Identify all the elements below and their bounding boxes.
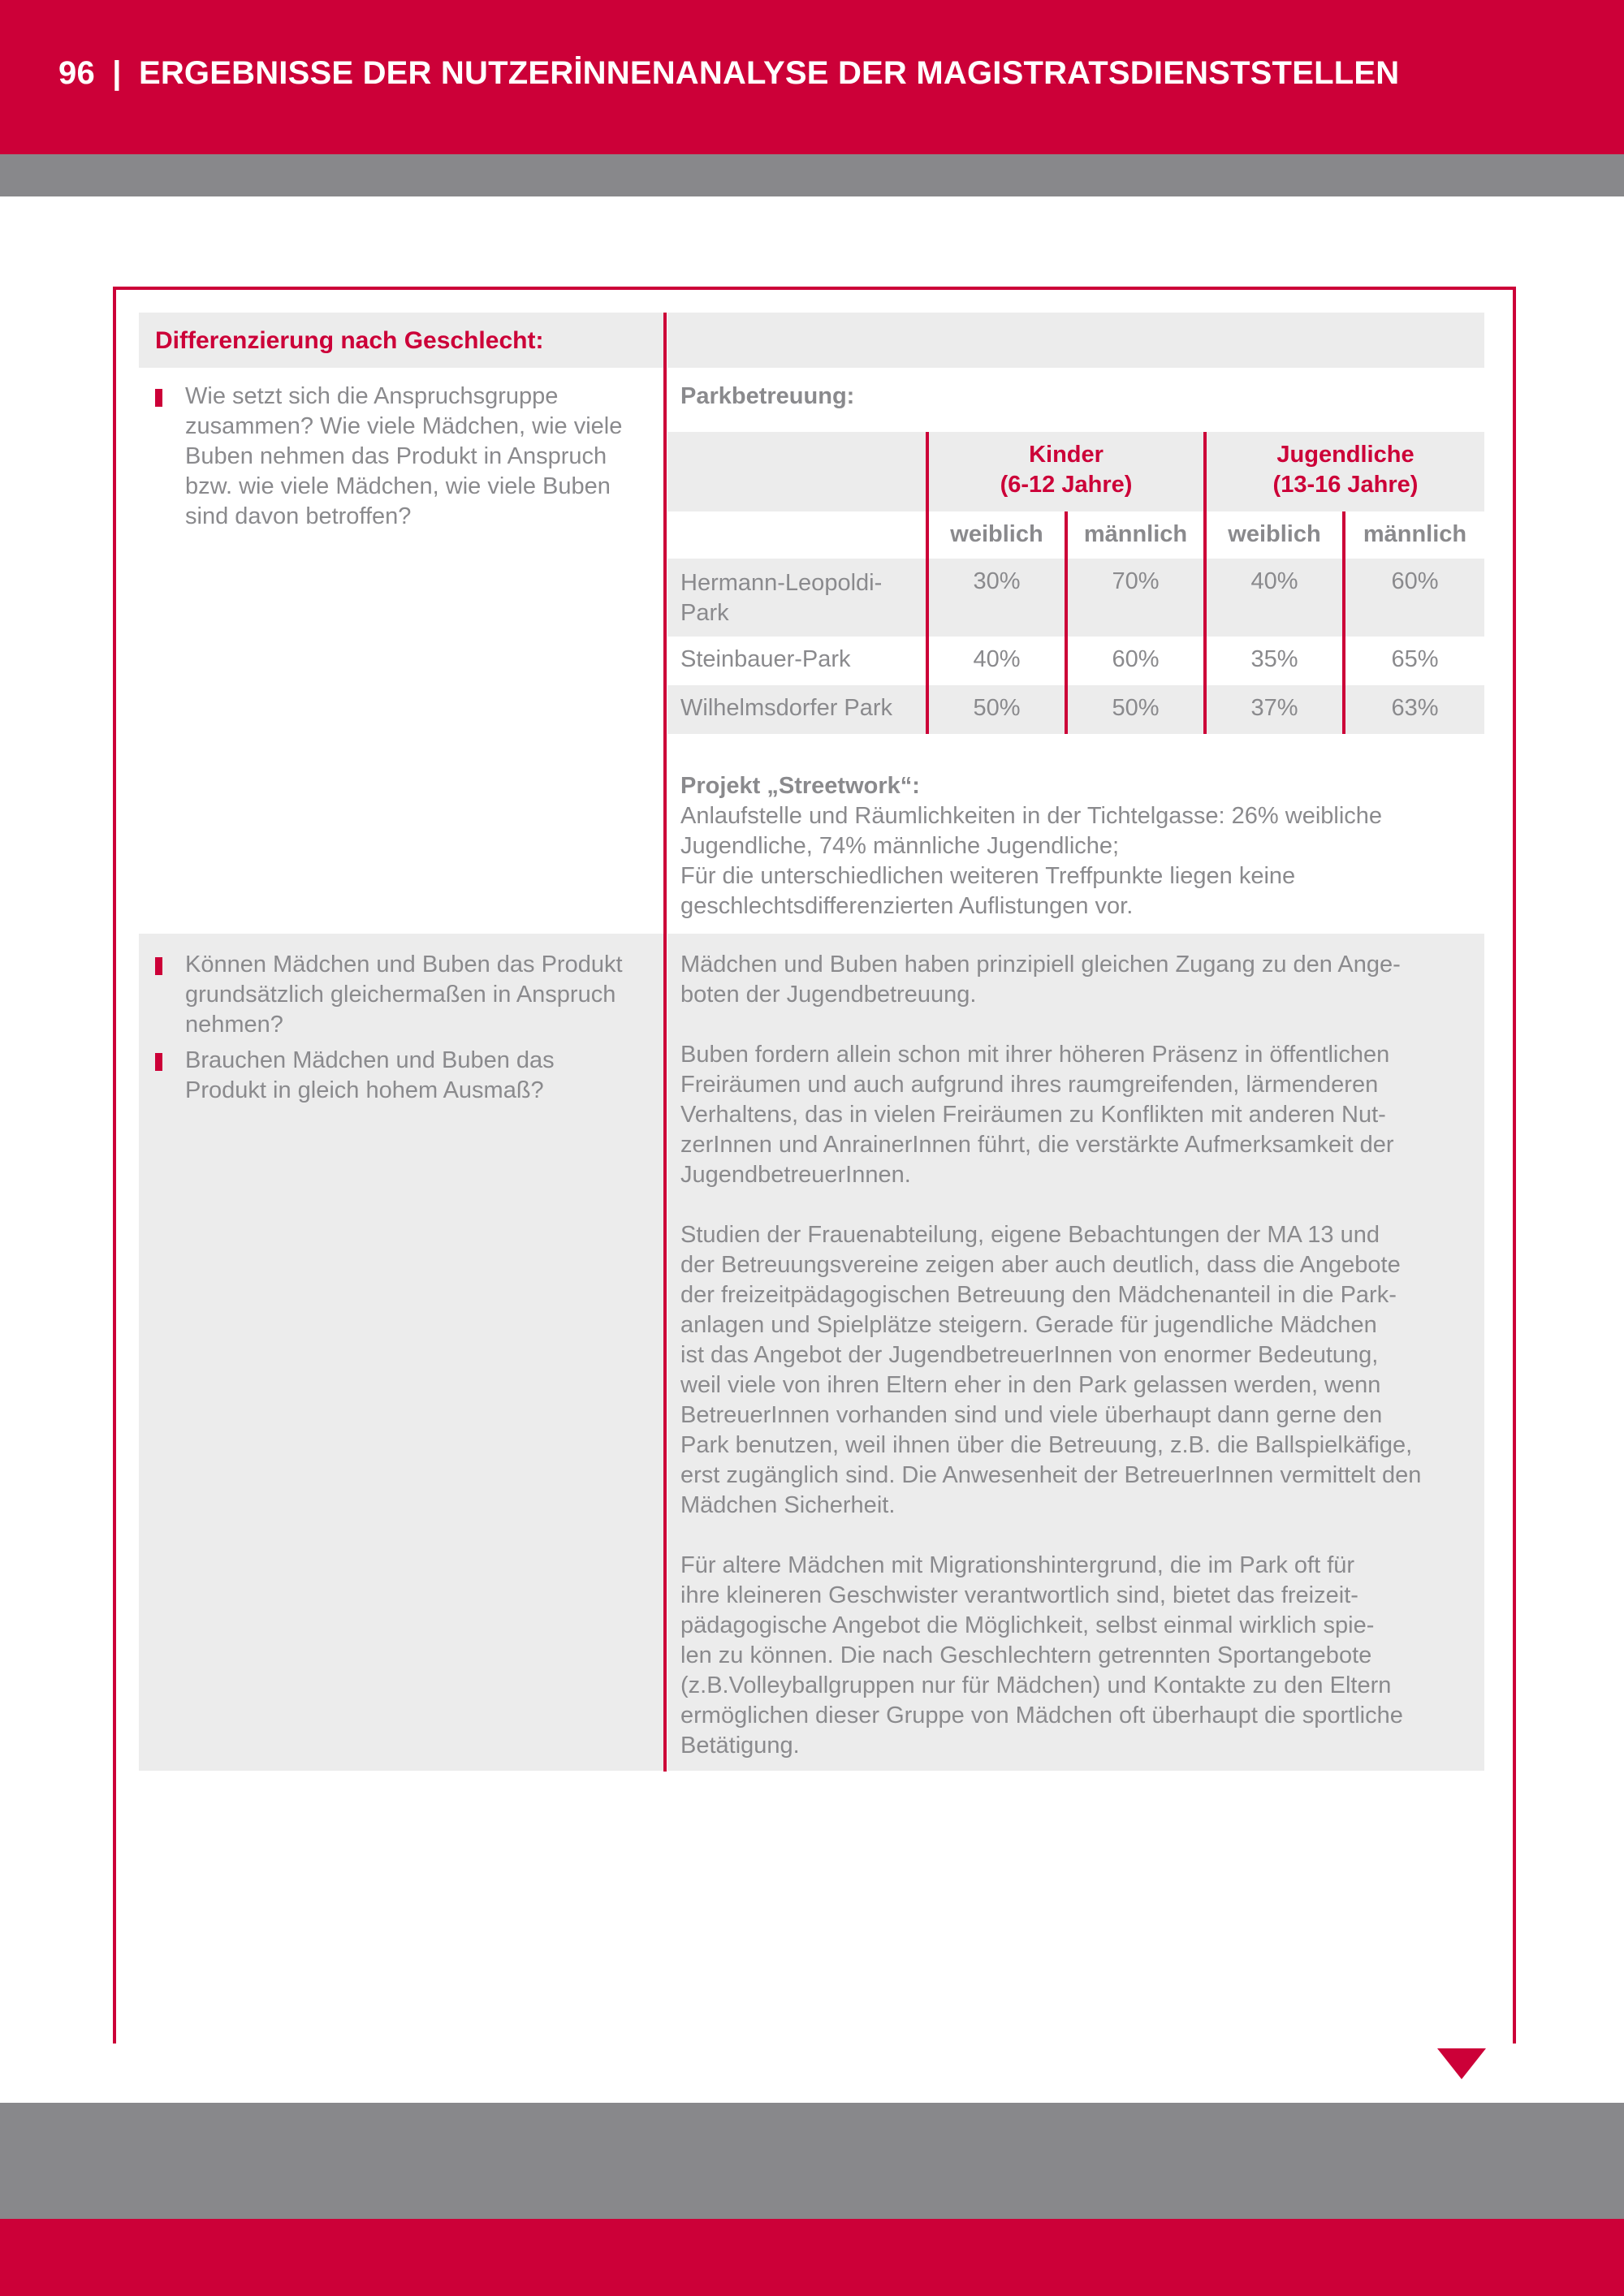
text-line: anlagen und Spielplätze steigern. Gerade für jugendliche Mädchen (680, 1312, 1377, 1338)
park-name: Wilhelmsdorfer Park (667, 685, 927, 734)
group-jugendliche-label: Jugendliche (1276, 442, 1415, 468)
answer-paragraph-4 (680, 1551, 1480, 1761)
text-line: Mädchen und Buben haben prinzipiell gleichen Zugang zu den Ange- (680, 952, 1401, 978)
header-gray-strip (0, 154, 1624, 196)
lower-left-cell (139, 934, 664, 1771)
footer-red-band (0, 2219, 1624, 2296)
group-header-kinder (927, 432, 1205, 511)
group-kinder-label: Kinder (1029, 442, 1104, 468)
footer-gray-band (0, 2103, 1624, 2219)
table-row (667, 685, 1484, 734)
page-title: ERGEBNISSE DER NUTZERİNNENANALYSE DER MAGISTRATSDIENSTSTELLEN (138, 55, 1400, 91)
text-line: Freiräumen und auch aufgrund ihres raumgreifenden, lärmenderen (680, 1072, 1379, 1098)
question-2: Können Mädchen und Buben das Produkt grundsätzlich gleichermaßen in Anspruch nehmen? (185, 952, 623, 1038)
group-kinder-age: (6-12 Jahre) (1000, 472, 1133, 498)
cell-jugendliche-weiblich: 35% (1205, 637, 1344, 685)
streetwork-line: Für die unterschiedlichen weiteren Treffpunkte liegen keine (680, 863, 1296, 889)
text-line: ist das Angebot der JugendbetreuerInnen von enormer Bedeutung, (680, 1342, 1379, 1368)
park-name-line: Hermann-Leopoldi- (680, 570, 883, 596)
cell-kinder-weiblich: 30% (927, 559, 1066, 637)
page-number: 96 (58, 55, 95, 91)
next-page-arrow-icon[interactable] (1437, 2048, 1486, 2079)
table-row (667, 637, 1484, 685)
park-table (667, 432, 1484, 734)
subheader-kinder-weiblich: weiblich (927, 511, 1066, 559)
parkbetreuung-title: Parkbetreuung: (680, 383, 855, 409)
table-corner-cell (667, 432, 927, 511)
streetwork-line: Jugendliche, 74% männliche Jugendliche; (680, 833, 1120, 859)
answer-paragraph-3 (680, 1220, 1480, 1521)
table-group-header-row (667, 432, 1484, 511)
bullet-marker (155, 389, 162, 407)
streetwork-title: Projekt „Streetwork“: (680, 773, 920, 799)
bullet-marker (155, 957, 162, 975)
text-line: len zu können. Die nach Geschlechtern getrennten Sportangebote (680, 1642, 1372, 1668)
column-divider (663, 313, 667, 1772)
text-line: Buben fordern allein schon mit ihrer höheren Präsenz in öffentlichen (680, 1042, 1390, 1068)
text-line: boten der Jugendbetreuung. (680, 982, 977, 1008)
text-line: Park benutzen, weil ihnen über die Betreuung, z.B. die Ballspielkäfige, (680, 1432, 1413, 1458)
text-line: Für altere Mädchen mit Migrationshintergrund, die im Park oft für (680, 1552, 1355, 1578)
text-line: ermöglichen dieser Gruppe von Mädchen oft überhaupt die sportliche (680, 1703, 1403, 1728)
question-3: Brauchen Mädchen und Buben das Produkt in gleich hohem Ausmaß? (185, 1047, 555, 1103)
cell-jugendliche-weiblich: 37% (1205, 685, 1344, 734)
park-name: Steinbauer-Park (680, 646, 851, 672)
text-line: BetreuerInnen vorhanden sind und viele überhaupt dann gerne den (680, 1402, 1383, 1428)
header-separator: | (112, 55, 122, 91)
park-name-line: Park (680, 600, 729, 626)
group-jugendliche-age: (13-16 Jahre) (1272, 472, 1419, 498)
table-row (667, 559, 1484, 637)
table-subheader-row (667, 511, 1484, 559)
text-line: Betätigung. (680, 1733, 800, 1759)
text-line: ihre kleineren Geschwister verantwortlich sind, bietet das freizeit- (680, 1582, 1358, 1608)
cell-jugendliche-maennlich: 63% (1344, 685, 1484, 734)
streetwork-line: geschlechtsdifferenzierten Auflistungen vor. (680, 893, 1134, 919)
text-line: pädagogische Angebot die Möglichkeit, selbst einmal wirklich spie- (680, 1612, 1375, 1638)
table-subheader-empty (667, 511, 927, 559)
cell-jugendliche-maennlich: 65% (1344, 637, 1484, 685)
cell-kinder-weiblich: 50% (927, 685, 1066, 734)
answer-paragraph-2 (680, 1040, 1480, 1190)
park-name (667, 559, 927, 637)
cell-jugendliche-weiblich: 40% (1205, 559, 1344, 637)
streetwork-line: Anlaufstelle und Räumlichkeiten in der Tichtelgasse: 26% weibliche (680, 803, 1383, 829)
cell-kinder-weiblich: 40% (927, 637, 1066, 685)
cell-kinder-maennlich: 50% (1066, 685, 1205, 734)
text-line: Studien der Frauenabteilung, eigene Bebachtungen der MA 13 und (680, 1222, 1380, 1248)
text-line: Verhaltens, das in vielen Freiräumen zu Konflikten mit anderen Nut- (680, 1102, 1386, 1128)
text-line: der Betreuungsvereine zeigen aber auch deutlich, dass die Angebote (680, 1252, 1401, 1278)
question-1: Wie setzt sich die Anspruchsgruppe zusammen? Wie viele Mädchen, wie viele Buben nehmen das Produkt in Anspruch bzw. wie viele Mädchen, wie viele Buben sind davon betroffen? (185, 383, 623, 529)
cell-kinder-maennlich: 60% (1066, 637, 1205, 685)
subheader-kinder-maennlich: männlich (1066, 511, 1205, 559)
answer-paragraph-1 (680, 950, 1480, 1010)
text-line: Mädchen Sicherheit. (680, 1492, 896, 1518)
group-header-jugendliche (1205, 432, 1484, 511)
section-heading: Differenzierung nach Geschlecht: (155, 327, 544, 354)
section-heading-cell (139, 313, 664, 368)
text-line: zerInnen und AnrainerInnen führt, die verstärkte Aufmerksamkeit der (680, 1132, 1394, 1158)
section-heading-empty-cell (667, 313, 1484, 368)
answer-text (680, 950, 1480, 1761)
bullet-marker (155, 1053, 162, 1071)
subheader-jugendliche-weiblich: weiblich (1205, 511, 1344, 559)
streetwork-block (680, 771, 1476, 921)
text-line: weil viele von ihren Eltern eher in den Park gelassen werden, wenn (680, 1372, 1381, 1398)
question-block-1 (139, 382, 664, 544)
text-line: (z.B.Volleyballgruppen nur für Mädchen) und Kontakte zu den Eltern (680, 1672, 1392, 1698)
text-line: erst zugänglich sind. Die Anwesenheit der BetreuerInnen vermittelt den (680, 1462, 1422, 1488)
subheader-jugendliche-maennlich: männlich (1344, 511, 1484, 559)
cell-jugendliche-maennlich: 60% (1344, 559, 1484, 637)
lower-right-cell (667, 934, 1484, 1771)
cell-kinder-maennlich: 70% (1066, 559, 1205, 637)
text-line: der freizeitpädagogischen Betreuung den Mädchenanteil in die Park- (680, 1282, 1397, 1308)
text-line: JugendbetreuerInnen. (680, 1162, 911, 1188)
page-header (58, 55, 1399, 92)
